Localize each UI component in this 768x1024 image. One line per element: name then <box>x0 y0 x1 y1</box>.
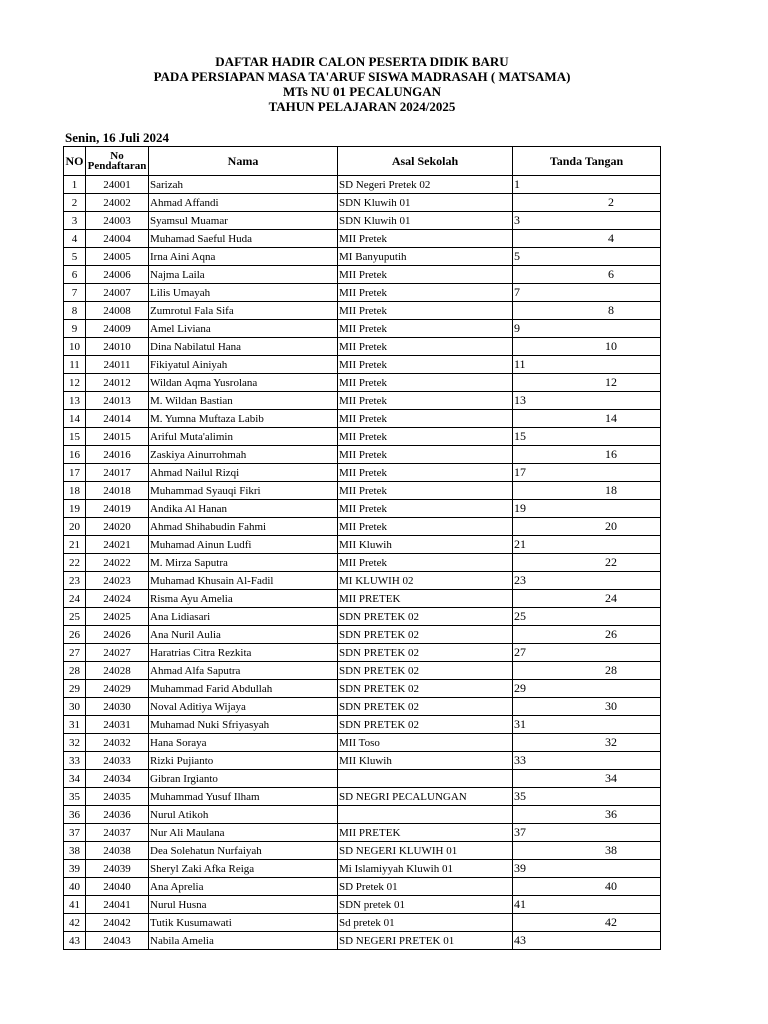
signature-cell: 1 <box>513 176 661 194</box>
signature-cell: 20 <box>513 518 661 536</box>
registration-number: 24032 <box>86 734 149 752</box>
student-name: M. Mirza Saputra <box>149 554 338 572</box>
origin-school: MII Pretek <box>338 356 513 374</box>
signature-cell: 25 <box>513 608 661 626</box>
row-number: 41 <box>64 896 86 914</box>
row-number: 39 <box>64 860 86 878</box>
table-row <box>64 716 661 734</box>
registration-number: 24008 <box>86 302 149 320</box>
origin-school: SD NEGRI PECALUNGAN <box>338 788 513 806</box>
table-row <box>64 464 661 482</box>
row-number: 35 <box>64 788 86 806</box>
signature-cell: 30 <box>513 698 661 716</box>
table-row <box>64 284 661 302</box>
signature-cell: 17 <box>513 464 661 482</box>
origin-school: SD Pretek 01 <box>338 878 513 896</box>
table-row <box>64 914 661 932</box>
signature-cell: 29 <box>513 680 661 698</box>
origin-school: Mi Islamiyyah Kluwih 01 <box>338 860 513 878</box>
registration-number: 24022 <box>86 554 149 572</box>
table-row <box>64 680 661 698</box>
signature-cell: 18 <box>513 482 661 500</box>
origin-school: MII PRETEK <box>338 590 513 608</box>
table-row <box>64 788 661 806</box>
registration-number: 24036 <box>86 806 149 824</box>
registration-number: 24012 <box>86 374 149 392</box>
origin-school: MII Kluwih <box>338 536 513 554</box>
table-row <box>64 302 661 320</box>
signature-cell: 12 <box>513 374 661 392</box>
table-row <box>64 572 661 590</box>
origin-school: MII Pretek <box>338 482 513 500</box>
table-row <box>64 500 661 518</box>
student-name: Ahmad Alfa Saputra <box>149 662 338 680</box>
column-header-name: Nama <box>149 147 338 176</box>
row-number: 42 <box>64 914 86 932</box>
table-row <box>64 320 661 338</box>
row-number: 5 <box>64 248 86 266</box>
registration-number: 24040 <box>86 878 149 896</box>
row-number: 15 <box>64 428 86 446</box>
signature-cell: 24 <box>513 590 661 608</box>
registration-number: 24031 <box>86 716 149 734</box>
registration-number: 24038 <box>86 842 149 860</box>
registration-number: 24039 <box>86 860 149 878</box>
registration-number: 24005 <box>86 248 149 266</box>
table-row <box>64 626 661 644</box>
student-name: Andika Al Hanan <box>149 500 338 518</box>
student-name: Ana Lidiasari <box>149 608 338 626</box>
table-header-row <box>64 147 661 176</box>
row-number: 28 <box>64 662 86 680</box>
registration-number: 24002 <box>86 194 149 212</box>
signature-cell: 10 <box>513 338 661 356</box>
row-number: 16 <box>64 446 86 464</box>
table-row <box>64 266 661 284</box>
table-row <box>64 338 661 356</box>
table-row <box>64 248 661 266</box>
student-name: Gibran Irgianto <box>149 770 338 788</box>
registration-number: 24026 <box>86 626 149 644</box>
signature-cell: 31 <box>513 716 661 734</box>
column-header-signature: Tanda Tangan <box>513 147 661 176</box>
signature-cell: 36 <box>513 806 661 824</box>
registration-number: 24042 <box>86 914 149 932</box>
origin-school: MI KLUWIH 02 <box>338 572 513 590</box>
student-name: Ahmad Nailul Rizqi <box>149 464 338 482</box>
origin-school: MII PRETEK <box>338 824 513 842</box>
origin-school: MII Pretek <box>338 338 513 356</box>
header-year: TAHUN PELAJARAN 2024/2025 <box>268 99 456 114</box>
registration-number: 24007 <box>86 284 149 302</box>
registration-number: 24013 <box>86 392 149 410</box>
row-number: 26 <box>64 626 86 644</box>
registration-number: 24014 <box>86 410 149 428</box>
table-row <box>64 824 661 842</box>
student-name: Wildan Aqma Yusrolana <box>149 374 338 392</box>
signature-cell: 37 <box>513 824 661 842</box>
row-number: 34 <box>64 770 86 788</box>
origin-school <box>338 770 513 788</box>
signature-cell: 6 <box>513 266 661 284</box>
signature-cell: 27 <box>513 644 661 662</box>
origin-school: MII Pretek <box>338 284 513 302</box>
student-name: Muhammad Yusuf Ilham <box>149 788 338 806</box>
origin-school: MII Pretek <box>338 518 513 536</box>
table-row <box>64 194 661 212</box>
origin-school: SDN PRETEK 02 <box>338 698 513 716</box>
registration-number: 24021 <box>86 536 149 554</box>
table-row <box>64 698 661 716</box>
table-row <box>64 554 661 572</box>
row-number: 4 <box>64 230 86 248</box>
origin-school: SDN PRETEK 02 <box>338 680 513 698</box>
row-number: 33 <box>64 752 86 770</box>
signature-cell: 41 <box>513 896 661 914</box>
signature-cell: 42 <box>513 914 661 932</box>
table-row <box>64 212 661 230</box>
registration-number: 24024 <box>86 590 149 608</box>
registration-number: 24019 <box>86 500 149 518</box>
signature-cell: 34 <box>513 770 661 788</box>
table-row <box>64 644 661 662</box>
row-number: 36 <box>64 806 86 824</box>
registration-number: 24020 <box>86 518 149 536</box>
registration-number: 24018 <box>86 482 149 500</box>
origin-school: MII Pretek <box>338 374 513 392</box>
signature-cell: 11 <box>513 356 661 374</box>
origin-school: MII Toso <box>338 734 513 752</box>
table-row <box>64 518 661 536</box>
row-number: 19 <box>64 500 86 518</box>
origin-school: SDN Kluwih 01 <box>338 212 513 230</box>
signature-cell: 9 <box>513 320 661 338</box>
registration-number: 24029 <box>86 680 149 698</box>
signature-cell: 35 <box>513 788 661 806</box>
student-name: Noval Aditiya Wijaya <box>149 698 338 716</box>
table-row <box>64 176 661 194</box>
table-row <box>64 752 661 770</box>
student-name: Sarizah <box>149 176 338 194</box>
origin-school: MII Kluwih <box>338 752 513 770</box>
row-number: 20 <box>64 518 86 536</box>
signature-cell: 38 <box>513 842 661 860</box>
signature-cell: 16 <box>513 446 661 464</box>
signature-cell: 28 <box>513 662 661 680</box>
table-row <box>64 860 661 878</box>
student-name: Dina Nabilatul Hana <box>149 338 338 356</box>
signature-cell: 14 <box>513 410 661 428</box>
column-header-no: NO <box>64 147 86 176</box>
row-number: 43 <box>64 932 86 950</box>
signature-cell: 3 <box>513 212 661 230</box>
student-name: Sheryl Zaki Afka Reiga <box>149 860 338 878</box>
student-name: Muhamad Khusain Al-Fadil <box>149 572 338 590</box>
signature-cell: 8 <box>513 302 661 320</box>
row-number: 32 <box>64 734 86 752</box>
registration-number: 24043 <box>86 932 149 950</box>
table-row <box>64 356 661 374</box>
origin-school: SDN PRETEK 02 <box>338 662 513 680</box>
student-name: Nabila Amelia <box>149 932 338 950</box>
row-number: 2 <box>64 194 86 212</box>
student-name: Amel Liviana <box>149 320 338 338</box>
table-row <box>64 446 661 464</box>
row-number: 17 <box>64 464 86 482</box>
signature-cell: 5 <box>513 248 661 266</box>
row-number: 13 <box>64 392 86 410</box>
student-name: Hana Soraya <box>149 734 338 752</box>
attendance-table <box>63 146 661 950</box>
row-number: 21 <box>64 536 86 554</box>
registration-number: 24023 <box>86 572 149 590</box>
student-name: Zumrotul Fala Sifa <box>149 302 338 320</box>
origin-school: SDN Kluwih 01 <box>338 194 513 212</box>
table-row <box>64 932 661 950</box>
table-row <box>64 842 661 860</box>
student-name: Ariful Muta'alimin <box>149 428 338 446</box>
attendance-date: Senin, 16 Juli 2024 <box>65 130 170 145</box>
row-number: 24 <box>64 590 86 608</box>
row-number: 23 <box>64 572 86 590</box>
signature-cell: 7 <box>513 284 661 302</box>
header-title: DAFTAR HADIR CALON PESERTA DIDIK BARU <box>215 54 509 69</box>
registration-number: 24025 <box>86 608 149 626</box>
registration-number: 24033 <box>86 752 149 770</box>
row-number: 10 <box>64 338 86 356</box>
row-number: 9 <box>64 320 86 338</box>
signature-cell: 21 <box>513 536 661 554</box>
row-number: 11 <box>64 356 86 374</box>
table-row <box>64 878 661 896</box>
registration-number: 24037 <box>86 824 149 842</box>
row-number: 6 <box>64 266 86 284</box>
registration-number: 24027 <box>86 644 149 662</box>
student-name: Haratrias Citra Rezkita <box>149 644 338 662</box>
student-name: Ana Aprelia <box>149 878 338 896</box>
origin-school: SDN pretek 01 <box>338 896 513 914</box>
signature-cell: 2 <box>513 194 661 212</box>
table-row <box>64 428 661 446</box>
student-name: Irna Aini Aqna <box>149 248 338 266</box>
registration-number: 24009 <box>86 320 149 338</box>
table-body <box>64 176 661 950</box>
row-number: 30 <box>64 698 86 716</box>
row-number: 40 <box>64 878 86 896</box>
row-number: 22 <box>64 554 86 572</box>
row-number: 1 <box>64 176 86 194</box>
header-school: MTs NU 01 PECALUNGAN <box>282 84 442 99</box>
signature-cell: 13 <box>513 392 661 410</box>
origin-school: MII Pretek <box>338 320 513 338</box>
student-name: Nurul Husna <box>149 896 338 914</box>
student-name: Muhammad Syauqi Fikri <box>149 482 338 500</box>
origin-school: SD NEGERI KLUWIH 01 <box>338 842 513 860</box>
registration-number: 24017 <box>86 464 149 482</box>
origin-school: MII Pretek <box>338 410 513 428</box>
student-name: Nur Ali Maulana <box>149 824 338 842</box>
origin-school: MII Pretek <box>338 554 513 572</box>
table-row <box>64 608 661 626</box>
table-row <box>64 230 661 248</box>
registration-number: 24016 <box>86 446 149 464</box>
row-number: 31 <box>64 716 86 734</box>
registration-number: 24015 <box>86 428 149 446</box>
student-name: Syamsul Muamar <box>149 212 338 230</box>
row-number: 12 <box>64 374 86 392</box>
table-row <box>64 662 661 680</box>
table-row <box>64 482 661 500</box>
signature-cell: 23 <box>513 572 661 590</box>
row-number: 8 <box>64 302 86 320</box>
table-row <box>64 392 661 410</box>
signature-cell: 4 <box>513 230 661 248</box>
student-name: Ahmad Shihabudin Fahmi <box>149 518 338 536</box>
student-name: Fikiyatul Ainiyah <box>149 356 338 374</box>
origin-school: MII Pretek <box>338 464 513 482</box>
registration-number: 24030 <box>86 698 149 716</box>
table-row <box>64 590 661 608</box>
document-header <box>0 54 724 114</box>
origin-school: SD NEGERI PRETEK 01 <box>338 932 513 950</box>
registration-number: 24004 <box>86 230 149 248</box>
registration-number: 24035 <box>86 788 149 806</box>
table-row <box>64 536 661 554</box>
origin-school: SD Negeri Pretek 02 <box>338 176 513 194</box>
origin-school: MII Pretek <box>338 266 513 284</box>
table-row <box>64 374 661 392</box>
registration-number: 24006 <box>86 266 149 284</box>
student-name: M. Wildan Bastian <box>149 392 338 410</box>
column-header-school: Asal Sekolah <box>338 147 513 176</box>
row-number: 3 <box>64 212 86 230</box>
signature-cell: 39 <box>513 860 661 878</box>
signature-cell: 26 <box>513 626 661 644</box>
student-name: Rizki Pujianto <box>149 752 338 770</box>
student-name: Muhamad Ainun Ludfi <box>149 536 338 554</box>
origin-school: MII Pretek <box>338 392 513 410</box>
student-name: Tutik Kusumawati <box>149 914 338 932</box>
origin-school: Sd pretek 01 <box>338 914 513 932</box>
signature-cell: 19 <box>513 500 661 518</box>
student-name: Najma Laila <box>149 266 338 284</box>
registration-number: 24003 <box>86 212 149 230</box>
signature-cell: 15 <box>513 428 661 446</box>
row-number: 25 <box>64 608 86 626</box>
student-name: Ahmad Affandi <box>149 194 338 212</box>
origin-school: SDN PRETEK 02 <box>338 716 513 734</box>
origin-school: MII Pretek <box>338 230 513 248</box>
row-number: 38 <box>64 842 86 860</box>
origin-school: MII Pretek <box>338 500 513 518</box>
registration-number: 24028 <box>86 662 149 680</box>
student-name: Dea Solehatun Nurfaiyah <box>149 842 338 860</box>
row-number: 37 <box>64 824 86 842</box>
origin-school: SDN PRETEK 02 <box>338 626 513 644</box>
student-name: Nurul Atikoh <box>149 806 338 824</box>
origin-school: MI Banyuputih <box>338 248 513 266</box>
table-row <box>64 806 661 824</box>
signature-cell: 40 <box>513 878 661 896</box>
signature-cell: 43 <box>513 932 661 950</box>
row-number: 14 <box>64 410 86 428</box>
table-row <box>64 896 661 914</box>
table-row <box>64 734 661 752</box>
registration-number: 24010 <box>86 338 149 356</box>
student-name: Muhamad Nuki Sfriyasyah <box>149 716 338 734</box>
student-name: Ana Nuril Aulia <box>149 626 338 644</box>
student-name: Muhammad Farid Abdullah <box>149 680 338 698</box>
row-number: 7 <box>64 284 86 302</box>
signature-cell: 33 <box>513 752 661 770</box>
student-name: Risma Ayu Amelia <box>149 590 338 608</box>
table-row <box>64 410 661 428</box>
registration-number: 24034 <box>86 770 149 788</box>
registration-number: 24011 <box>86 356 149 374</box>
registration-number: 24041 <box>86 896 149 914</box>
student-name: Zaskiya Ainurrohmah <box>149 446 338 464</box>
registration-number: 24001 <box>86 176 149 194</box>
row-number: 18 <box>64 482 86 500</box>
origin-school: MII Pretek <box>338 428 513 446</box>
column-header-registration: No Pendaftaran <box>86 147 149 176</box>
origin-school: MII Pretek <box>338 302 513 320</box>
signature-cell: 32 <box>513 734 661 752</box>
student-name: Muhamad Saeful Huda <box>149 230 338 248</box>
student-name: Lilis Umayah <box>149 284 338 302</box>
origin-school: SDN PRETEK 02 <box>338 644 513 662</box>
row-number: 29 <box>64 680 86 698</box>
origin-school <box>338 806 513 824</box>
origin-school: MII Pretek <box>338 446 513 464</box>
origin-school: SDN PRETEK 02 <box>338 608 513 626</box>
table-row <box>64 770 661 788</box>
student-name: M. Yumna Muftaza Labib <box>149 410 338 428</box>
header-subtitle: PADA PERSIAPAN MASA TA'ARUF SISWA MADRASAH ( MATSAMA) <box>153 69 571 84</box>
signature-cell: 22 <box>513 554 661 572</box>
row-number: 27 <box>64 644 86 662</box>
